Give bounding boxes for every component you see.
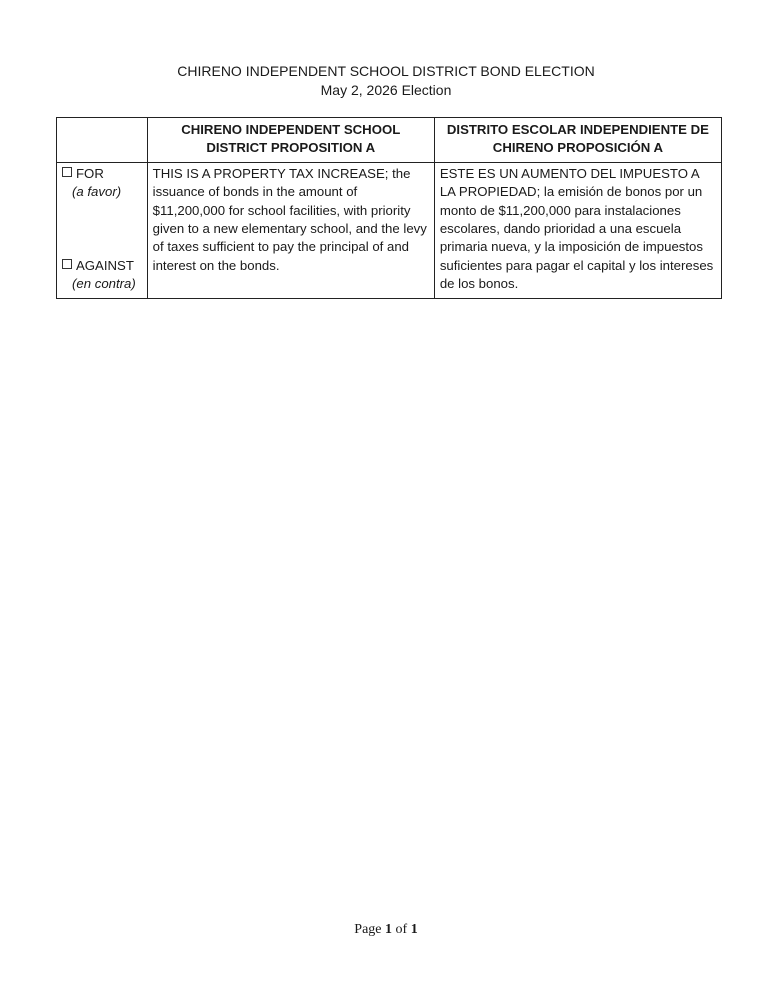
proposition-heading-en: CHIRENO INDEPENDENT SCHOOL DISTRICT PROPOSITION A — [147, 118, 434, 163]
against-sub-label: (en contra) — [72, 276, 136, 292]
page-total: 1 — [410, 922, 418, 937]
against-option[interactable] — [62, 257, 142, 275]
for-sub-label: (a favor) — [72, 184, 122, 200]
proposition-text-en: THIS IS A PROPERTY TAX INCREASE; the issuance of bonds in the amount of $11,200,000 for school facilities, with priority given to a new elementary school, and the levy of taxes sufficient to pay the principal of and interest on the bonds. — [147, 162, 434, 298]
ballot-table — [56, 117, 722, 299]
for-checkbox[interactable] — [62, 167, 72, 177]
page-header — [0, 62, 772, 100]
choice-cell — [57, 162, 148, 298]
proposition-text-es: ESTE ES UN AUMENTO DEL IMPUESTO A LA PROPIEDAD; la emisión de bonos por un monto de $11,200,000 para instalaciones escolares, dando prioridad a una escuela primaria nueva, y la imposición de impuestos suficientes para pagar el capital y los intereses de los bonos. — [434, 162, 721, 298]
against-checkbox[interactable] — [62, 259, 72, 269]
ballot-header-row — [57, 118, 722, 163]
choice-header-cell — [57, 118, 148, 163]
page-word: Page — [354, 922, 382, 937]
ballot-body-row — [57, 162, 722, 298]
for-option[interactable] — [62, 165, 142, 183]
page-footer — [0, 922, 772, 938]
election-date: May 2, 2026 Election — [320, 82, 452, 98]
document-title: CHIRENO INDEPENDENT SCHOOL DISTRICT BOND ELECTION — [177, 63, 595, 79]
proposition-heading-es: DISTRITO ESCOLAR INDEPENDIENTE DE CHIRENO PROPOSICIÓN A — [434, 118, 721, 163]
page-number: 1 — [385, 922, 393, 937]
against-label: AGAINST — [76, 257, 134, 273]
for-label: FOR — [76, 165, 104, 181]
of-word: of — [395, 922, 408, 937]
choice-spacer — [62, 202, 142, 257]
